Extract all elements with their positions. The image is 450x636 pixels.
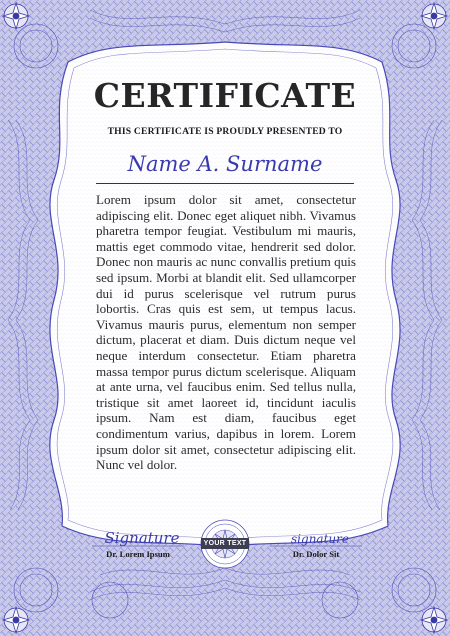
- recipient-underline: [96, 183, 354, 184]
- certificate-subtitle: THIS CERTIFICATE IS PROUDLY PRESENTED TO: [107, 126, 343, 137]
- recipient-name: Name A. Surname: [127, 152, 323, 176]
- left-signature-script: Signature: [104, 529, 180, 547]
- certificate-body-text: Lorem ipsum dolor sit amet, consectetur adipiscing elit. Donec eget aliquet nibh. Vivamus pharetra tempor feugiat. Vestibulum mi mauris, mattis eget commodo vitae, hendrerit sed dolor. Donec non mauris ac nunc convallis pretium quis sed ipsum. Morbi at blandit elit. Sed ullamcorper dui id purus scelerisque vel rutrum purus lobortis. Cras quis est sem, ut tempus lacus. Vivamus mauris purus, elementum non semper dictum, placerat et diam. Duis dictum neque vel neque interdum consectetur. Etiam pharetra massa tempor purus dictum scelerisque. Aliquam at ante urna, vel faucibus enim. Sed tellus nulla, tristique sit amet laoreet id, tincidunt iaculis ipsum. Nam est diam, faucibus eget condimentum varius, dapibus in lorem. Lorem ipsum dolor sit amet, consectetur adipiscing elit. Nunc vel dolor.: [96, 192, 356, 473]
- right-signatory-name: Dr. Dolor Sit: [292, 549, 340, 559]
- certificate-title: CERTIFICATE: [93, 76, 357, 115]
- seal-label: YOUR TEXT: [201, 538, 249, 549]
- left-signatory-name: Dr. Lorem Ipsum: [106, 549, 170, 559]
- right-signature-script: signature: [291, 532, 349, 546]
